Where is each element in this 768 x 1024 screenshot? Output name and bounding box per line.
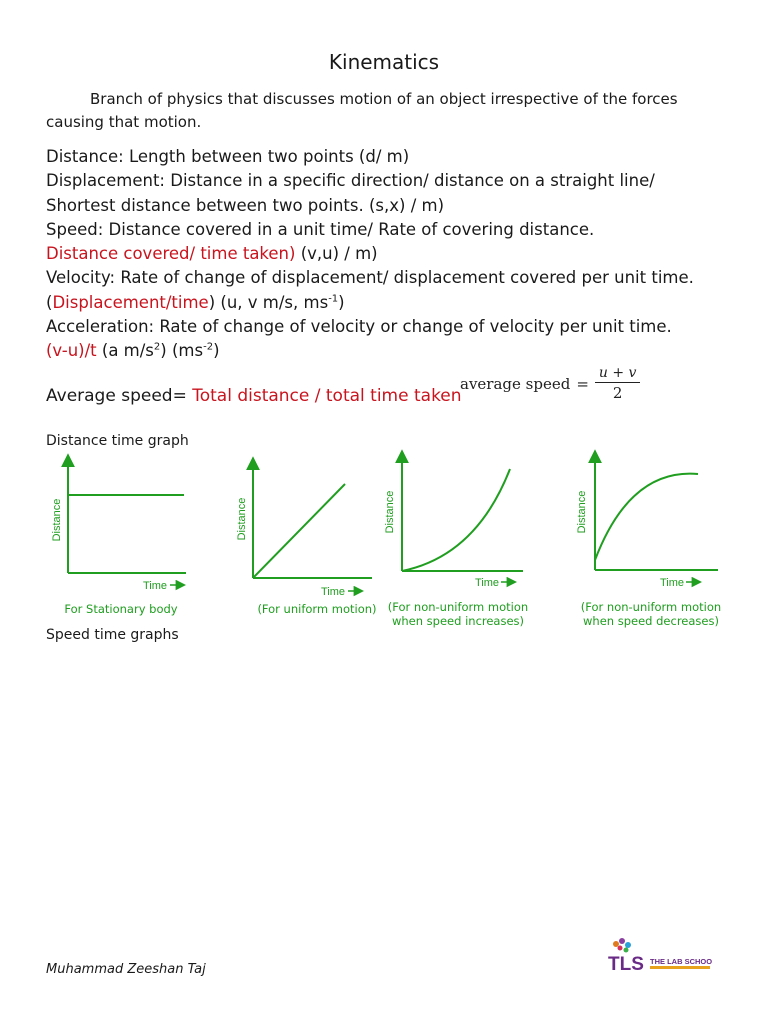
speed-formula [46,242,736,266]
graph-stationary [46,452,196,602]
velocity-formula-red: Displacement/time [52,292,209,312]
definitions [46,145,736,364]
y-label: Distance [236,497,248,541]
caption-stationary [46,602,196,616]
def-distance: Distance: Length between two points (d/ m) [46,147,410,166]
x-label: Time [660,577,685,589]
accel-formula [46,339,736,363]
y-label: Distance [384,490,396,534]
def-velocity: Velocity: Rate of change of displacement/ displacement covered per unit time. [46,268,694,288]
caption-speed-increases [384,600,532,628]
logo-dot [613,941,619,947]
formula-fraction [595,364,641,403]
accel-close: ) [213,341,220,361]
graph-uniform-svg [232,452,382,602]
def-acceleration: Acceleration: Rate of change of velocity or change of velocity per unit time. [46,317,672,337]
def-displacement-1: Displacement: Distance in a specific direction/ distance on a straight line/ [46,171,655,191]
speed-formula-units: (v,u) / m) [295,244,378,264]
y-label: Distance [576,490,588,534]
intro-paragraph: Branch of physics that discusses motion of an object irrespective of the forces causing that motion. [46,90,678,131]
caption-speed-decreases [576,600,726,628]
average-speed-red: Total distance / total time taken [192,386,462,406]
logo-text: THE LAB SCHOOL [650,957,712,966]
formula-numerator: u + v [595,364,641,383]
graph-line [253,484,345,578]
logo-dot [624,948,629,953]
graph-speed-increases [381,448,531,598]
logo-svg [606,936,712,976]
logo-dot [618,946,623,951]
formula-equals: = [576,374,589,393]
graph-stationary-svg [46,452,196,602]
x-label: Time [143,580,168,592]
accel-exponent-a: 2 [153,341,161,353]
logo-dot [625,942,631,948]
graph-curve [402,469,510,571]
author-name: Muhammad Zeeshan Taj [46,962,206,977]
velocity-exponent: -1 [328,293,339,305]
graph-curve [595,474,698,560]
speed-formula-red: Distance covered/ time taken) [46,244,296,264]
accel-units-a: (a m/s [96,341,154,361]
def-displacement-2: Shortest distance between two points. (s,x) / m) [46,195,445,215]
average-speed-line [46,386,462,406]
velocity-formula [46,291,736,315]
velocity-open: ( [46,292,53,312]
formula-lhs: average speed [460,374,571,393]
caption-line: For Stationary body [64,602,178,616]
accel-exponent-b: -2 [203,341,214,353]
velocity-units: ) (u, v m/s, ms [208,292,329,312]
graph-speed-decreases [574,448,724,598]
x-label: Time [475,577,500,589]
formula-denominator: 2 [612,384,623,402]
average-speed-label: Average speed= [46,386,193,406]
distance-time-heading: Distance time graph [46,433,189,449]
graph-speed-decreases-svg [574,448,724,598]
accel-units-b: ) (ms [160,341,204,361]
logo-dot [619,938,625,944]
logo-mark: TLS [608,954,644,975]
school-logo [606,936,712,976]
velocity-close: ) [338,292,345,312]
caption-line: when speed decreases) [583,614,719,628]
caption-line: (For non-uniform motion [580,600,722,614]
x-label: Time [321,586,346,598]
caption-line: (For non-uniform motion [387,600,529,614]
graph-uniform [232,452,382,602]
accel-formula-red: (v-u)/t [46,341,97,361]
caption-line: when speed increases) [391,614,525,628]
speed-time-heading: Speed time graphs [46,627,179,643]
logo-underline [650,966,710,969]
caption-line: (For uniform motion) [257,602,377,616]
def-speed: Speed: Distance covered in a unit time/ Rate of covering distance. [46,219,595,239]
caption-uniform [244,602,390,616]
y-label: Distance [51,498,63,542]
page-title: Kinematics [328,50,440,74]
graph-speed-increases-svg [381,448,531,598]
average-speed-formula-image [460,364,640,403]
